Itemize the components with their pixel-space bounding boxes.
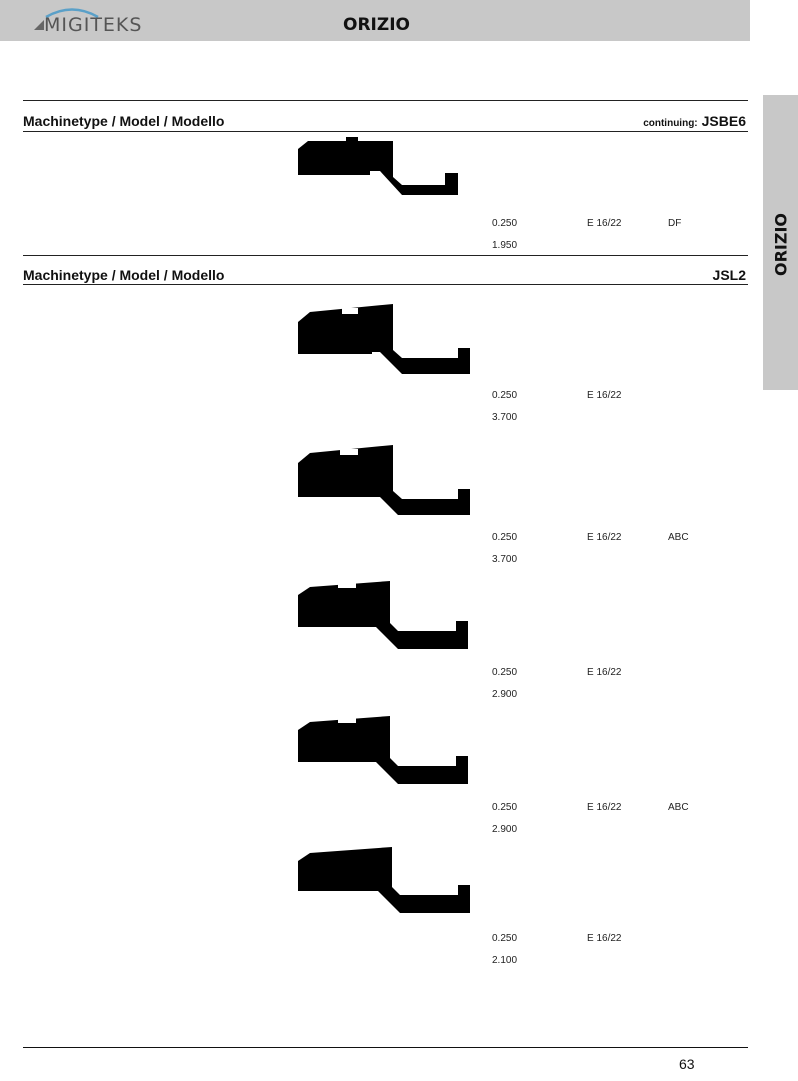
part-length: 2.900: [492, 689, 518, 700]
side-tab-label: ORIZIO: [771, 212, 791, 277]
header-title: ORIZIO: [343, 15, 410, 35]
part-thickness: 0.250: [492, 933, 518, 944]
brand-logo: [32, 8, 142, 34]
footer-rule: [23, 1047, 748, 1048]
part-variant: ABC: [668, 532, 689, 543]
part-code: E 16/22: [587, 532, 622, 543]
continuing-label: continuing:: [643, 118, 698, 129]
part-code: E 16/22: [587, 933, 622, 944]
model-name: JSBE6: [701, 113, 746, 129]
logo-text: MIGITEKS: [44, 14, 143, 36]
part-thickness: 0.250: [492, 390, 518, 401]
header-bar: [0, 0, 750, 41]
blade-profile-icon: [298, 302, 473, 374]
page-number: 63: [679, 1056, 695, 1072]
blade-profile-icon: [298, 443, 473, 515]
side-tab: [763, 95, 798, 390]
part-code: E 16/22: [587, 218, 622, 229]
blade-profile-icon: [298, 712, 473, 784]
section-top-rule: [23, 100, 748, 101]
part-thickness: 0.250: [492, 802, 518, 813]
part-thickness: 0.250: [492, 532, 518, 543]
part-length: 2.100: [492, 955, 518, 966]
part-length: 3.700: [492, 554, 518, 565]
section-top-rule: [23, 255, 748, 256]
blade-profile-icon: [298, 845, 473, 917]
part-variant: ABC: [668, 802, 689, 813]
blade-profile-icon: [298, 135, 473, 207]
part-variant: DF: [668, 218, 682, 229]
part-code: E 16/22: [587, 802, 622, 813]
part-length: 1.950: [492, 240, 518, 251]
part-code: E 16/22: [587, 667, 622, 678]
part-thickness: 0.250: [492, 218, 518, 229]
section-model: JSL2: [712, 267, 746, 283]
blade-profile-icon: [298, 577, 473, 649]
section-model: [643, 113, 746, 129]
section-header-rule: [23, 131, 748, 132]
part-length: 3.700: [492, 412, 518, 423]
part-code: E 16/22: [587, 390, 622, 401]
section-title: Machinetype / Model / Modello: [23, 267, 225, 283]
part-thickness: 0.250: [492, 667, 518, 678]
section-title: Machinetype / Model / Modello: [23, 113, 225, 129]
part-length: 2.900: [492, 824, 518, 835]
section-header-rule: [23, 284, 748, 285]
